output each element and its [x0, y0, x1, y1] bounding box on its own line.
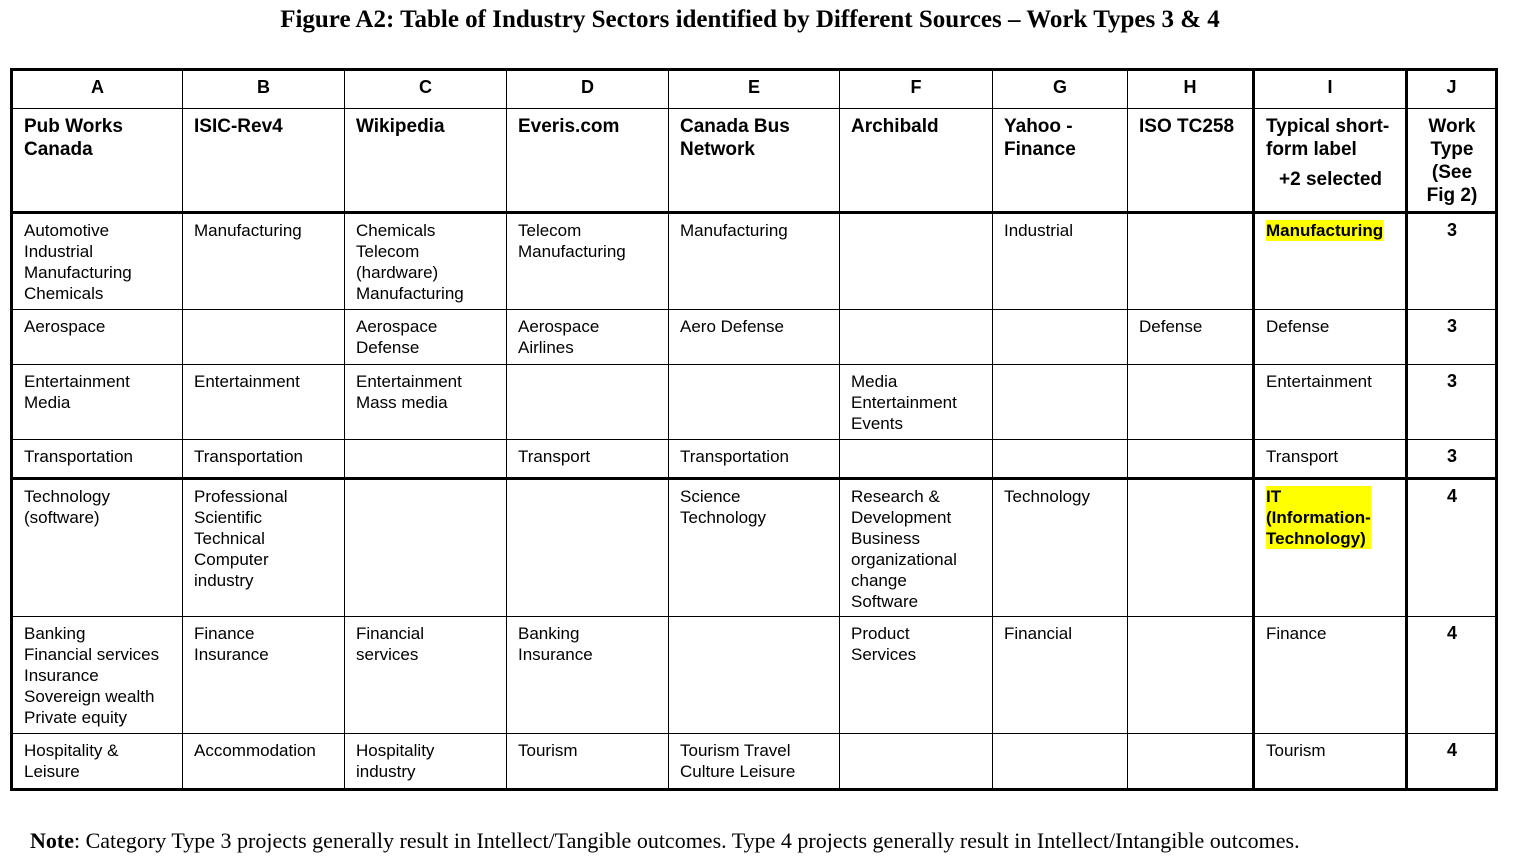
cell-text-line: Technology	[680, 508, 767, 527]
column-header	[507, 109, 669, 213]
table-cell	[345, 310, 507, 365]
cell-text-line: Manufacturing	[194, 221, 302, 240]
table-cell	[1254, 440, 1407, 479]
column-header	[1128, 109, 1254, 213]
cell-text-line: Manufacturing	[24, 263, 132, 282]
table-cell	[993, 734, 1128, 790]
table-cell	[1407, 734, 1497, 790]
table-row	[12, 479, 1497, 617]
cell-text-line: industry	[356, 762, 416, 781]
cell-text-line: Entertainment	[1266, 372, 1372, 391]
table-cell	[507, 365, 669, 440]
column-header	[12, 109, 183, 213]
cell-text-line: Tourism	[1266, 741, 1326, 760]
table-row	[12, 734, 1497, 790]
cell-text-line: 3	[1446, 220, 1457, 240]
cell-text-line: ISO TC258	[1139, 116, 1235, 137]
column-subheader: +2 selected	[1279, 169, 1382, 190]
cell-text-line: Culture Leisure	[680, 762, 796, 781]
table-row	[12, 440, 1497, 479]
cell-text-line: Transportation	[680, 447, 789, 466]
cell-text-line: 4	[1446, 486, 1457, 506]
cell-text-line: Yahoo -	[1004, 116, 1073, 137]
table-cell	[1407, 310, 1497, 365]
cell-text-line: change	[851, 571, 907, 590]
column-letter: G	[993, 70, 1128, 109]
cell-text-line: Scientific	[194, 508, 263, 527]
cell-text-line: Aerospace	[518, 317, 600, 336]
cell-text-line: Hospitality	[356, 741, 435, 760]
table-cell	[993, 617, 1128, 734]
cell-text-line: services	[356, 645, 419, 664]
table-cell	[183, 310, 345, 365]
cell-text-line: Type	[1430, 139, 1474, 160]
cell-text-line: Banking	[518, 624, 580, 643]
cell-text-line: Financial services	[24, 645, 160, 664]
column-header	[1254, 109, 1407, 213]
column-letter: F	[840, 70, 993, 109]
table-cell	[669, 734, 840, 790]
cell-text-line: Events	[851, 414, 903, 433]
cell-text-line: Automotive	[24, 221, 110, 240]
cell-text-line: Private equity	[24, 708, 127, 727]
table-cell	[1254, 734, 1407, 790]
cell-text-line: 4	[1446, 623, 1457, 643]
cell-text-line: Canada	[24, 139, 93, 160]
cell-text-line: Technology	[1004, 487, 1091, 506]
table-cell	[345, 617, 507, 734]
cell-text-line: Manufacturing	[680, 221, 788, 240]
table-cell	[183, 213, 345, 310]
table-cell	[669, 617, 840, 734]
column-header	[993, 109, 1128, 213]
cell-text-line: Entertainment	[24, 372, 130, 391]
cell-text-line: Finance	[194, 624, 255, 643]
table-cell	[669, 365, 840, 440]
cell-text-line: 4	[1446, 740, 1457, 760]
cell-text-line: Aerospace	[24, 317, 106, 336]
cell-text-line: Transportation	[24, 447, 133, 466]
table-cell	[840, 617, 993, 734]
column-header-row	[12, 109, 1497, 213]
cell-text-line: Insurance	[194, 645, 269, 664]
cell-text-line: Research &	[851, 487, 940, 506]
cell-text-line: Insurance	[518, 645, 593, 664]
cell-text-line: Archibald	[851, 116, 939, 137]
cell-text-line: 3	[1446, 446, 1457, 466]
table-cell	[840, 213, 993, 310]
column-letter-row	[12, 70, 1497, 109]
column-header	[1407, 109, 1497, 213]
note-text: : Category Type 3 projects generally result in Intellect/Tangible outcomes. Type 4 projects generally result in Intellect/Intangible outcomes.	[73, 828, 1300, 853]
cell-text-line: Aerospace	[356, 317, 438, 336]
table-cell	[345, 440, 507, 479]
table-cell	[12, 213, 183, 310]
cell-text-line: Financial	[1004, 624, 1073, 643]
cell-text-line: Network	[680, 139, 755, 160]
table-cell	[345, 479, 507, 617]
cell-text-line: Mass media	[356, 393, 448, 412]
table-cell	[183, 734, 345, 790]
table-cell	[669, 310, 840, 365]
cell-text-line: Software	[851, 592, 919, 611]
table-cell	[1128, 310, 1254, 365]
cell-text-line: Technical	[194, 529, 265, 548]
cell-text-line: Defense	[1266, 317, 1330, 336]
table-cell	[183, 365, 345, 440]
cell-text-line: Services	[851, 645, 917, 664]
table-cell	[1128, 440, 1254, 479]
cell-text-line: Industrial	[1004, 221, 1073, 240]
cell-text-line: (hardware)	[356, 263, 439, 282]
cell-text-line: Development	[851, 508, 952, 527]
table-cell	[840, 479, 993, 617]
cell-text-line: organizational	[851, 550, 957, 569]
cell-text-line: Banking	[24, 624, 86, 643]
table-cell	[1407, 213, 1497, 310]
table-cell	[345, 213, 507, 310]
table-cell	[840, 734, 993, 790]
table-cell	[1407, 440, 1497, 479]
table-row	[12, 617, 1497, 734]
cell-text-line: Hospitality &	[24, 741, 119, 760]
table-cell	[507, 213, 669, 310]
cell-text-line: 3	[1446, 316, 1457, 336]
column-header	[345, 109, 507, 213]
cell-text-line: Manufacturing	[356, 284, 464, 303]
table-row	[12, 310, 1497, 365]
cell-text-line: Fig 2)	[1426, 185, 1478, 206]
cell-text-line: Aero Defense	[680, 317, 784, 336]
column-letter: A	[12, 70, 183, 109]
cell-text-line: Accommodation	[194, 741, 316, 760]
table-cell	[1128, 734, 1254, 790]
cell-text-line: Chemicals	[356, 221, 436, 240]
table-cell	[183, 479, 345, 617]
table-cell	[12, 440, 183, 479]
cell-text-line: Technology	[24, 487, 111, 506]
table-cell	[183, 617, 345, 734]
cell-text-line: Manufacturing	[518, 242, 626, 261]
column-letter: J	[1407, 70, 1497, 109]
cell-text-line: Leisure	[24, 762, 80, 781]
cell-text-line: Entertainment	[356, 372, 462, 391]
cell-text-line: (Information-	[1266, 508, 1371, 527]
cell-text-line: Transportation	[194, 447, 303, 466]
column-letter: H	[1128, 70, 1254, 109]
cell-text-line: Wikipedia	[356, 116, 445, 137]
table-row	[12, 365, 1497, 440]
cell-text-line: Typical short-	[1266, 116, 1390, 137]
column-header	[669, 109, 840, 213]
table-cell	[1254, 213, 1407, 310]
table-cell	[12, 617, 183, 734]
table-cell	[12, 734, 183, 790]
table-cell	[1128, 617, 1254, 734]
cell-text-line: Finance	[1004, 139, 1076, 160]
cell-text-line: Chemicals	[24, 284, 104, 303]
table-cell	[1254, 365, 1407, 440]
highlighted-label	[1266, 486, 1371, 549]
table-cell	[669, 213, 840, 310]
column-letter: E	[669, 70, 840, 109]
table-cell	[993, 365, 1128, 440]
cell-text-line: Manufacturing	[1266, 221, 1384, 240]
industry-sectors-table	[10, 68, 1498, 791]
table-cell	[1254, 479, 1407, 617]
note-label: Note	[30, 828, 74, 853]
cell-text-line: Tourism	[518, 741, 578, 760]
column-letter: B	[183, 70, 345, 109]
cell-text-line: Everis.com	[518, 116, 620, 137]
table-cell	[993, 213, 1128, 310]
table-cell	[1407, 617, 1497, 734]
cell-text-line: Professional	[194, 487, 288, 506]
table-cell	[993, 440, 1128, 479]
cell-text-line: (See	[1431, 162, 1473, 183]
cell-text-line: Technology)	[1266, 529, 1366, 548]
cell-text-line: Defense	[1139, 317, 1203, 336]
cell-text-line: Entertainment	[194, 372, 300, 391]
highlighted-label	[1266, 220, 1383, 241]
table-cell	[993, 479, 1128, 617]
table-cell	[507, 734, 669, 790]
cell-text-line: Business	[851, 529, 920, 548]
cell-text-line: Insurance	[24, 666, 99, 685]
table-row	[12, 213, 1497, 310]
cell-text-line: Finance	[1266, 624, 1327, 643]
table-cell	[1407, 479, 1497, 617]
cell-text-line: Media	[851, 372, 898, 391]
cell-text-line: Telecom	[518, 221, 582, 240]
table-cell	[183, 440, 345, 479]
table-cell	[1128, 213, 1254, 310]
cell-text-line: ISIC-Rev4	[194, 116, 283, 137]
cell-text-line: IT	[1266, 487, 1282, 506]
cell-text-line: Transport	[1266, 447, 1339, 466]
column-header	[840, 109, 993, 213]
cell-text-line: Product	[851, 624, 910, 643]
table-cell	[1128, 365, 1254, 440]
cell-text-line: Sovereign wealth	[24, 687, 155, 706]
table-cell	[1254, 617, 1407, 734]
cell-text-line: 3	[1446, 371, 1457, 391]
cell-text-line: Canada Bus	[680, 116, 790, 137]
column-letter: I	[1254, 70, 1407, 109]
cell-text-line: Transport	[518, 447, 591, 466]
column-letter: D	[507, 70, 669, 109]
table-cell	[669, 479, 840, 617]
cell-text-line: Tourism Travel	[680, 741, 791, 760]
footnote	[30, 828, 1300, 854]
table-cell	[507, 617, 669, 734]
cell-text-line: form label	[1266, 139, 1357, 160]
table-cell	[1407, 365, 1497, 440]
table-cell	[345, 734, 507, 790]
table-cell	[1128, 479, 1254, 617]
cell-text-line: (software)	[24, 508, 100, 527]
table-cell	[840, 365, 993, 440]
cell-text-line: Entertainment	[851, 393, 957, 412]
column-letter: C	[345, 70, 507, 109]
figure-title: Figure A2: Table of Industry Sectors identified by Different Sources – Work Types 3 & 4	[280, 6, 1220, 33]
table-cell	[669, 440, 840, 479]
cell-text-line: Pub Works	[24, 116, 123, 137]
cell-text-line: Financial	[356, 624, 425, 643]
cell-text-line: industry	[194, 571, 254, 590]
table-cell	[840, 440, 993, 479]
cell-text-line: Science	[680, 487, 741, 506]
table-cell	[12, 365, 183, 440]
table-cell	[840, 310, 993, 365]
table-cell	[12, 479, 183, 617]
table-cell	[507, 440, 669, 479]
table-cell	[12, 310, 183, 365]
cell-text-line: Airlines	[518, 338, 574, 357]
cell-text-line: Defense	[356, 338, 420, 357]
table-cell	[507, 479, 669, 617]
cell-text-line: Industrial	[24, 242, 93, 261]
column-header	[183, 109, 345, 213]
table-cell	[993, 310, 1128, 365]
cell-text-line: Computer	[194, 550, 269, 569]
cell-text-line: Telecom	[356, 242, 420, 261]
table-cell	[345, 365, 507, 440]
table-cell	[507, 310, 669, 365]
table-cell	[1254, 310, 1407, 365]
cell-text-line: Work	[1428, 116, 1476, 137]
cell-text-line: Media	[24, 393, 71, 412]
